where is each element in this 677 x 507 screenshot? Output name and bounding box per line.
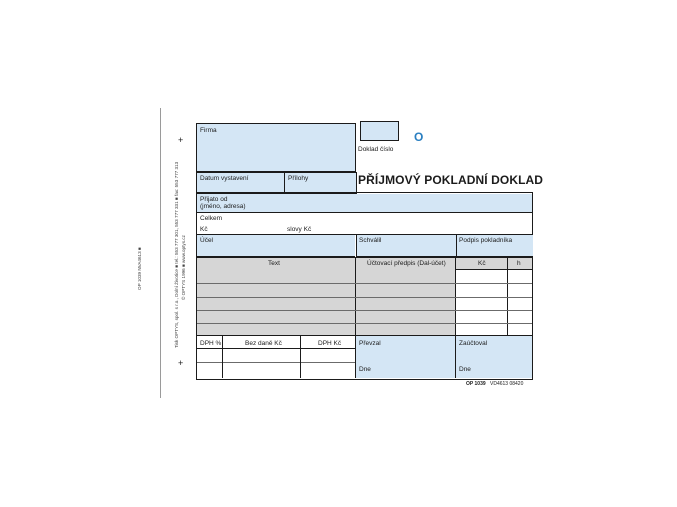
dph-kc-label: DPH Kč xyxy=(318,340,342,347)
header-kc: Kč xyxy=(478,260,486,267)
podpis-pokladnika-label: Podpis pokladníka xyxy=(459,237,513,244)
bez-dane-label: Bez daně Kč xyxy=(245,340,282,347)
firma-field[interactable] xyxy=(196,123,356,172)
dph-header-line xyxy=(197,348,355,349)
side-printer-text-2: © OPTYS 1996 ■ www.optys.cz xyxy=(181,235,186,300)
side-code-text: OP 1039 NVA4613 ■ xyxy=(137,247,142,290)
prevzal-label: Převzal xyxy=(359,340,381,347)
header-text: Text xyxy=(268,260,280,267)
row-line-2 xyxy=(197,297,532,298)
footer-code-small: VD4613 08420 xyxy=(490,381,524,387)
firma-label: Firma xyxy=(200,127,217,134)
items-predpis-column[interactable] xyxy=(356,269,455,335)
zauctoval-dne-label: Dne xyxy=(459,366,471,373)
zauctoval-label: Zaúčtoval xyxy=(459,340,488,347)
dph-pct-label: DPH % xyxy=(200,340,222,347)
celkem-row[interactable] xyxy=(197,213,532,235)
items-text-column[interactable] xyxy=(197,269,355,335)
celkem-label: Celkem xyxy=(200,215,223,222)
footer-code: OP 1039 xyxy=(466,381,486,387)
prevzal-dne-label: Dne xyxy=(359,366,371,373)
ucel-field[interactable] xyxy=(197,235,355,257)
dph-divider-1 xyxy=(222,336,223,378)
prijato-od-label: Přijato od xyxy=(200,196,228,203)
row-line-4 xyxy=(197,323,532,324)
dph-row-line xyxy=(197,362,355,363)
prijato-od-note: (jméno, adresa) xyxy=(200,203,246,210)
row-line-1 xyxy=(197,283,532,284)
side-printer-text: Tisk OPTYS, spol. s r.o., Dolní Životice ■ tel.: 553 777 301, 553 777 331 ■ fax: 553 777 313 xyxy=(174,161,179,348)
perforation-line xyxy=(160,108,161,398)
prilohy-label: Přílohy xyxy=(288,175,309,182)
row-line-3 xyxy=(197,310,532,311)
doc-number-box[interactable] xyxy=(360,121,399,141)
plus-mark-top: + xyxy=(178,135,184,145)
ucel-label: Účel xyxy=(200,237,214,244)
form-title: PŘÍJMOVÝ POKLADNÍ DOKLAD xyxy=(358,173,544,187)
doc-number-prefix: O xyxy=(414,130,424,144)
prijato-od-field[interactable] xyxy=(197,194,532,213)
kc-label: Kč xyxy=(200,226,208,233)
dph-divider-2 xyxy=(300,336,301,378)
plus-mark-bottom: + xyxy=(178,358,184,368)
doc-number-label: Doklad číslo xyxy=(358,146,394,153)
header-uctovaci-predpis: Účtovací předpis (Dal-účet) xyxy=(367,260,446,267)
header-h: h xyxy=(517,260,521,267)
datum-vystaveni-label: Datum vystavení xyxy=(200,175,249,182)
schvalil-label: Schválil xyxy=(359,237,382,244)
slovy-kc-label: slovy Kč xyxy=(287,226,312,233)
